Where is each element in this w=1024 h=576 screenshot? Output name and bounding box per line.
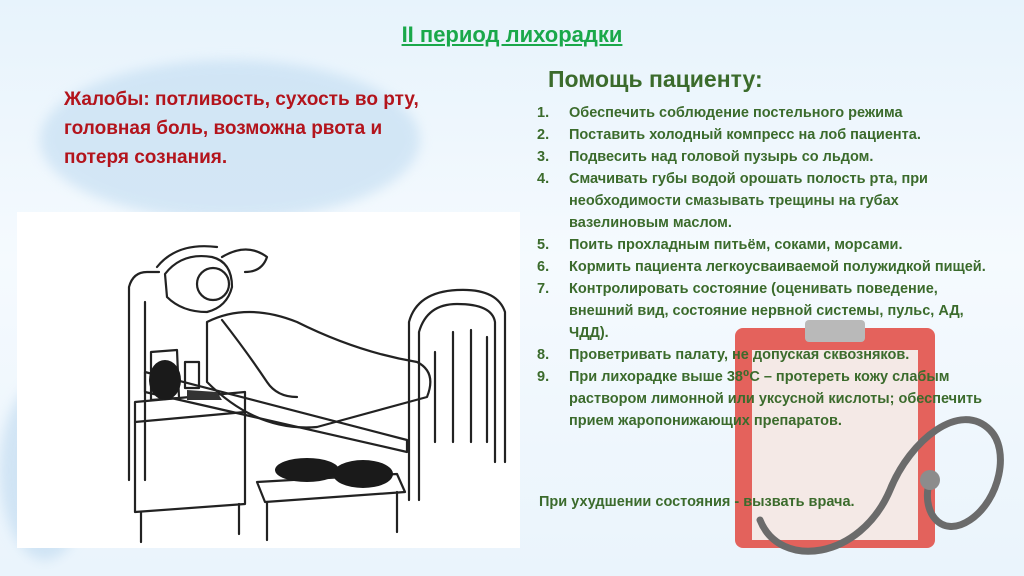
- list-item: 9. При лихорадке выше 38⁰С – протереть кожу слабым раствором лимонной или уксусной кислоты; обеспечить прием жаропонижающих препаратов.: [537, 369, 983, 429]
- list-item: 2. Поставить холодный компресс на лоб пациента.: [537, 127, 921, 143]
- help-list: [537, 102, 987, 432]
- list-item: 8. Проветривать палату, не допуская сквозняков.: [537, 347, 910, 363]
- help-title: Помощь пациенту:: [548, 66, 763, 92]
- list-item: 4. Смачивать губы водой орошать полость рта, при необходимости смазывать трещины на губах вазелиновым маслом.: [537, 171, 928, 231]
- patient-bed-icon: [17, 212, 520, 548]
- list-item: 7. Контролировать состояние (оценивать поведение, внешний вид, состояние нервной системы, пульс, АД, ЧДД).: [537, 281, 964, 341]
- page-title: II период лихорадки: [401, 22, 623, 47]
- patient-bed-illustration: [17, 212, 520, 548]
- complaints-text: Жалобы: потливость, сухость во рту, головная боль, возможна рвота и потеря сознания.: [64, 89, 419, 168]
- list-item: 6. Кормить пациента легкоусваиваемой полужидкой пищей.: [537, 259, 986, 275]
- call-doctor-note: При ухудшении состояния - вызвать врача.: [539, 494, 855, 510]
- list-item: 5. Поить прохладным питьём, соками, морсами.: [537, 237, 903, 253]
- list-item: 3. Подвесить над головой пузырь со льдом.: [537, 149, 874, 165]
- list-item: 1. Обеспечить соблюдение постельного режима: [537, 105, 903, 121]
